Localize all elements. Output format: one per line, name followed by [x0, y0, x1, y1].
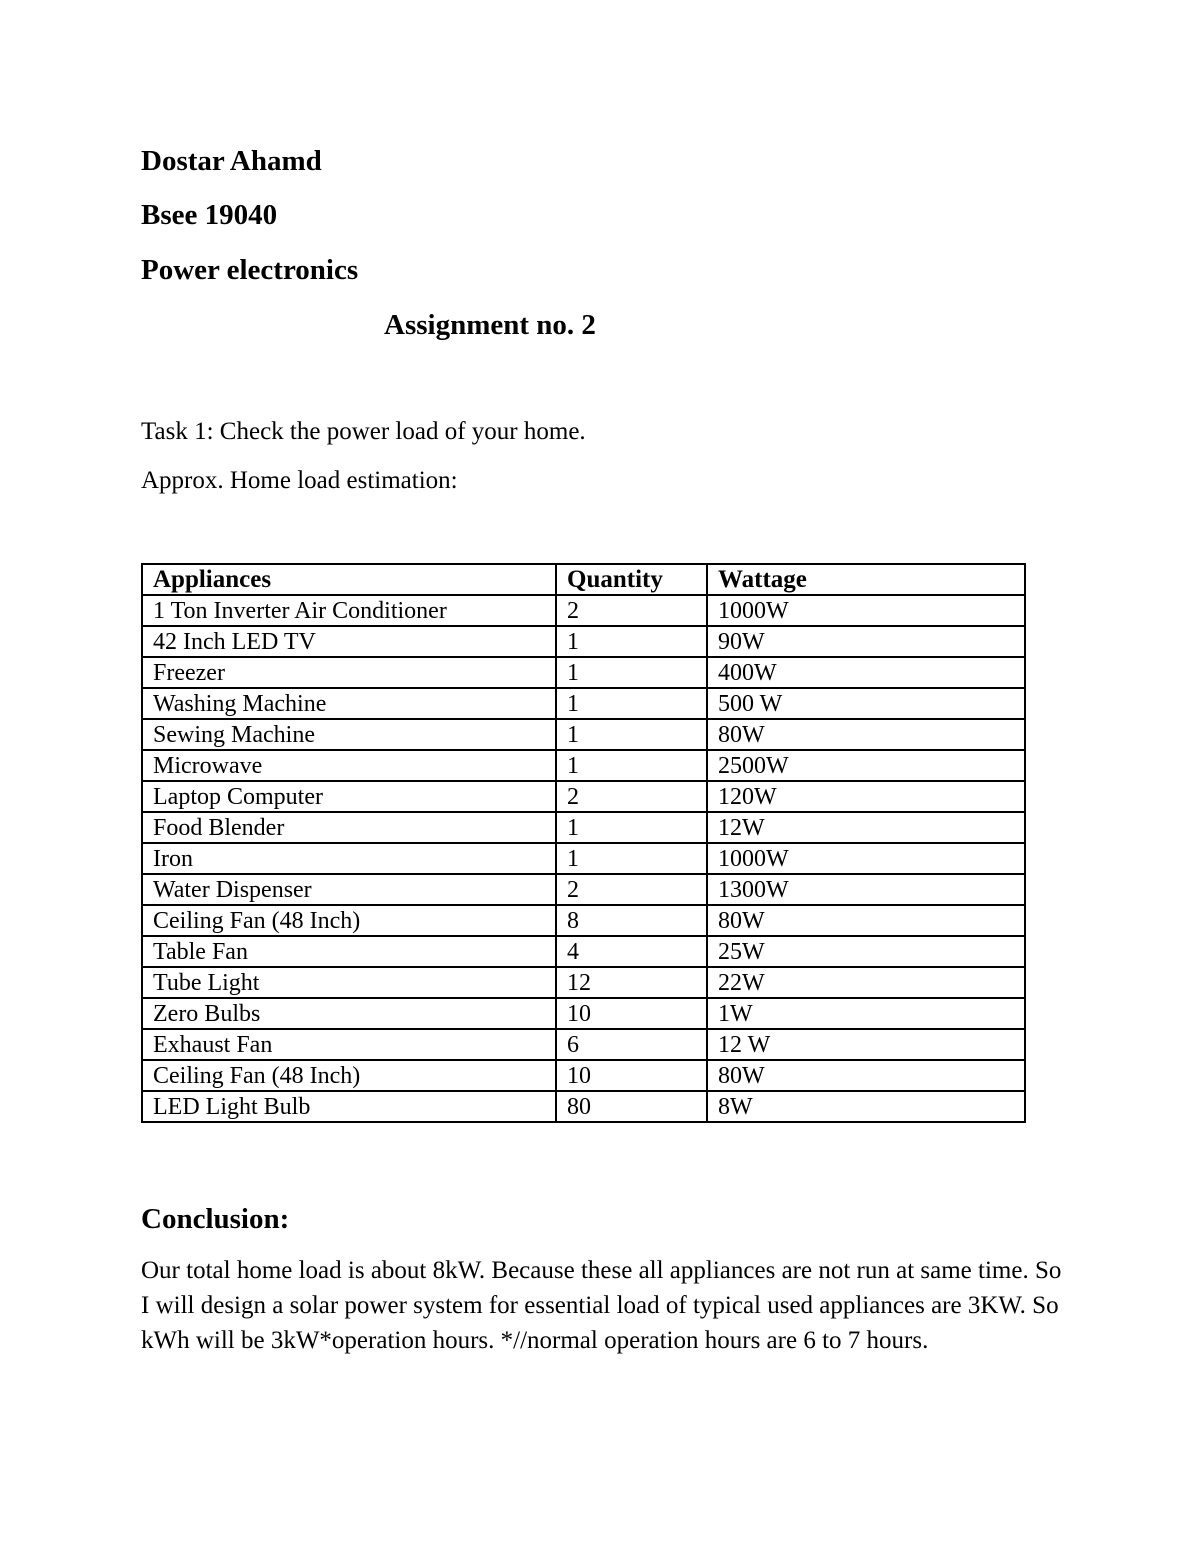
wattage-cell: 2500W	[707, 750, 1025, 781]
wattage-cell: 8W	[707, 1091, 1025, 1122]
wattage-cell: 90W	[707, 626, 1025, 657]
quantity-cell: 1	[556, 626, 707, 657]
quantity-cell: 10	[556, 1060, 707, 1091]
wattage-cell: 1W	[707, 998, 1025, 1029]
wattage-cell: 1000W	[707, 595, 1025, 626]
table-row	[142, 657, 1025, 688]
registration-number: Bsee 19040	[141, 199, 278, 231]
wattage-cell: 80W	[707, 719, 1025, 750]
header-appliances: Appliances	[142, 564, 556, 595]
student-name: Dostar Ahamd	[141, 145, 322, 177]
header-wattage: Wattage	[707, 564, 1025, 595]
course-name: Power electronics	[141, 254, 359, 286]
table-row	[142, 967, 1025, 998]
table-row	[142, 688, 1025, 719]
estimation-label: Approx. Home load estimation:	[141, 467, 458, 494]
appliance-cell: Food Blender	[142, 812, 556, 843]
appliance-cell: Exhaust Fan	[142, 1029, 556, 1060]
quantity-cell: 2	[556, 874, 707, 905]
wattage-cell: 1000W	[707, 843, 1025, 874]
appliance-cell: Zero Bulbs	[142, 998, 556, 1029]
table-row	[142, 595, 1025, 626]
appliance-cell: Ceiling Fan (48 Inch)	[142, 1060, 556, 1091]
appliance-cell: 1 Ton Inverter Air Conditioner	[142, 595, 556, 626]
table-header-row	[142, 564, 1025, 595]
wattage-cell: 22W	[707, 967, 1025, 998]
wattage-cell: 80W	[707, 1060, 1025, 1091]
quantity-cell: 2	[556, 781, 707, 812]
table-row	[142, 1029, 1025, 1060]
quantity-cell: 6	[556, 1029, 707, 1060]
wattage-cell: 1300W	[707, 874, 1025, 905]
wattage-cell: 25W	[707, 936, 1025, 967]
assignment-title: Assignment no. 2	[384, 309, 596, 341]
appliance-cell: Sewing Machine	[142, 719, 556, 750]
quantity-cell: 10	[556, 998, 707, 1029]
wattage-cell: 12W	[707, 812, 1025, 843]
quantity-cell: 1	[556, 843, 707, 874]
appliance-cell: Laptop Computer	[142, 781, 556, 812]
quantity-cell: 80	[556, 1091, 707, 1122]
table-row	[142, 1091, 1025, 1122]
wattage-cell: 80W	[707, 905, 1025, 936]
table-body	[142, 595, 1025, 1122]
appliance-cell: Washing Machine	[142, 688, 556, 719]
quantity-cell: 2	[556, 595, 707, 626]
appliance-cell: Iron	[142, 843, 556, 874]
table-row	[142, 626, 1025, 657]
wattage-cell: 400W	[707, 657, 1025, 688]
table-row	[142, 998, 1025, 1029]
load-table	[141, 563, 1026, 1123]
table-row	[142, 1060, 1025, 1091]
conclusion-text: Our total home load is about 8kW. Because these all appliances are not run at same time. So I will design a solar power system for essential load of typical used appliances are 3KW. So kWh will be 3kW*operation hours. *//normal operation hours are 6 to 7 hours.	[141, 1257, 1062, 1354]
appliance-cell: Tube Light	[142, 967, 556, 998]
table-row	[142, 905, 1025, 936]
appliance-cell: Microwave	[142, 750, 556, 781]
quantity-cell: 1	[556, 750, 707, 781]
conclusion-heading: Conclusion:	[141, 1203, 290, 1235]
quantity-cell: 4	[556, 936, 707, 967]
quantity-cell: 1	[556, 688, 707, 719]
table-row	[142, 750, 1025, 781]
table-row	[142, 843, 1025, 874]
quantity-cell: 12	[556, 967, 707, 998]
wattage-cell: 120W	[707, 781, 1025, 812]
appliance-cell: Water Dispenser	[142, 874, 556, 905]
quantity-cell: 1	[556, 719, 707, 750]
appliance-cell: LED Light Bulb	[142, 1091, 556, 1122]
table-row	[142, 812, 1025, 843]
appliance-cell: Ceiling Fan (48 Inch)	[142, 905, 556, 936]
task-statement: Task 1: Check the power load of your home.	[141, 418, 586, 445]
wattage-cell: 12 W	[707, 1029, 1025, 1060]
quantity-cell: 1	[556, 657, 707, 688]
table-row	[142, 936, 1025, 967]
quantity-cell: 8	[556, 905, 707, 936]
table-row	[142, 781, 1025, 812]
quantity-cell: 1	[556, 812, 707, 843]
appliance-cell: Freezer	[142, 657, 556, 688]
wattage-cell: 500 W	[707, 688, 1025, 719]
table-row	[142, 874, 1025, 905]
table-row	[142, 719, 1025, 750]
appliance-cell: 42 Inch LED TV	[142, 626, 556, 657]
header-quantity: Quantity	[556, 564, 707, 595]
appliance-cell: Table Fan	[142, 936, 556, 967]
